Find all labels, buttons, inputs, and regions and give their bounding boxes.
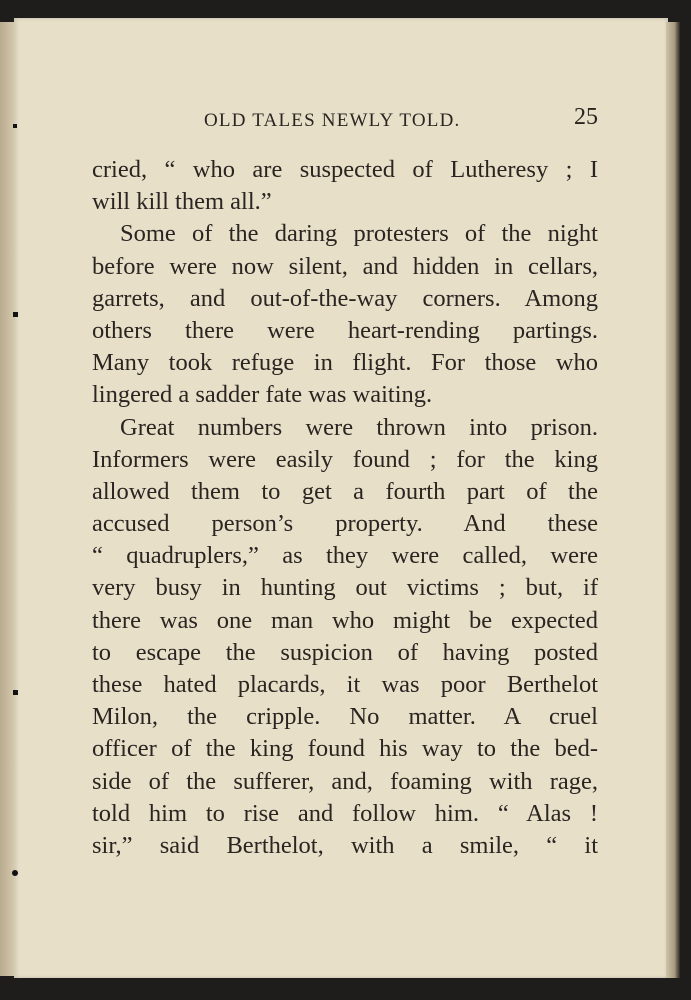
text-line: “ quadruplers,” as they were called, were (92, 542, 598, 570)
text-line: Some of the daring protesters of the night (120, 220, 598, 248)
text-line: Many took refuge in flight. For those who (92, 349, 598, 377)
right-page-edge (666, 22, 680, 978)
text-line: accused person’s property. And these (92, 510, 598, 538)
text-line: these hated placards, it was poor Berthelot (92, 671, 598, 698)
binding-mark (12, 870, 18, 876)
body-text (92, 154, 598, 862)
running-header (92, 104, 598, 140)
text-line: officer of the king found his way to the bed- (92, 735, 598, 763)
binding-mark (13, 690, 18, 695)
text-line: cried, “ who are suspected of Lutheresy ; I (92, 156, 598, 183)
text-line: to escape the suspicion of having posted (92, 638, 598, 666)
text-line: garrets, and out-of-the-way corners. Among (92, 284, 598, 312)
text-line: told him to rise and follow him. “ Alas ! (92, 799, 598, 827)
text-line: sir,” said Berthelot, with a smile, “ it (92, 831, 598, 859)
binding-mark (13, 124, 17, 128)
text-line: allowed them to get a fourth part of the (92, 477, 598, 505)
text-line: before were now silent, and hidden in cellars, (92, 252, 598, 280)
text-line: very busy in hunting out victims ; but, if (92, 574, 598, 602)
text-line: there was one man who might be expected (92, 606, 598, 634)
text-line: Great numbers were thrown into prison. (120, 413, 598, 441)
binding-mark (13, 312, 18, 317)
page-number: 25 (574, 104, 598, 130)
text-line: side of the sufferer, and, foaming with rage, (92, 767, 598, 795)
text-line: Milon, the cripple. No matter. A cruel (92, 703, 598, 731)
text-line: will kill them all.” (92, 188, 272, 216)
running-title: OLD TALES NEWLY TOLD. (204, 110, 461, 131)
text-line: lingered a sadder fate was waiting. (92, 381, 433, 409)
text-line: Informers were easily found ; for the king (92, 445, 598, 473)
text-line: others there were heart-rending partings. (92, 316, 598, 344)
